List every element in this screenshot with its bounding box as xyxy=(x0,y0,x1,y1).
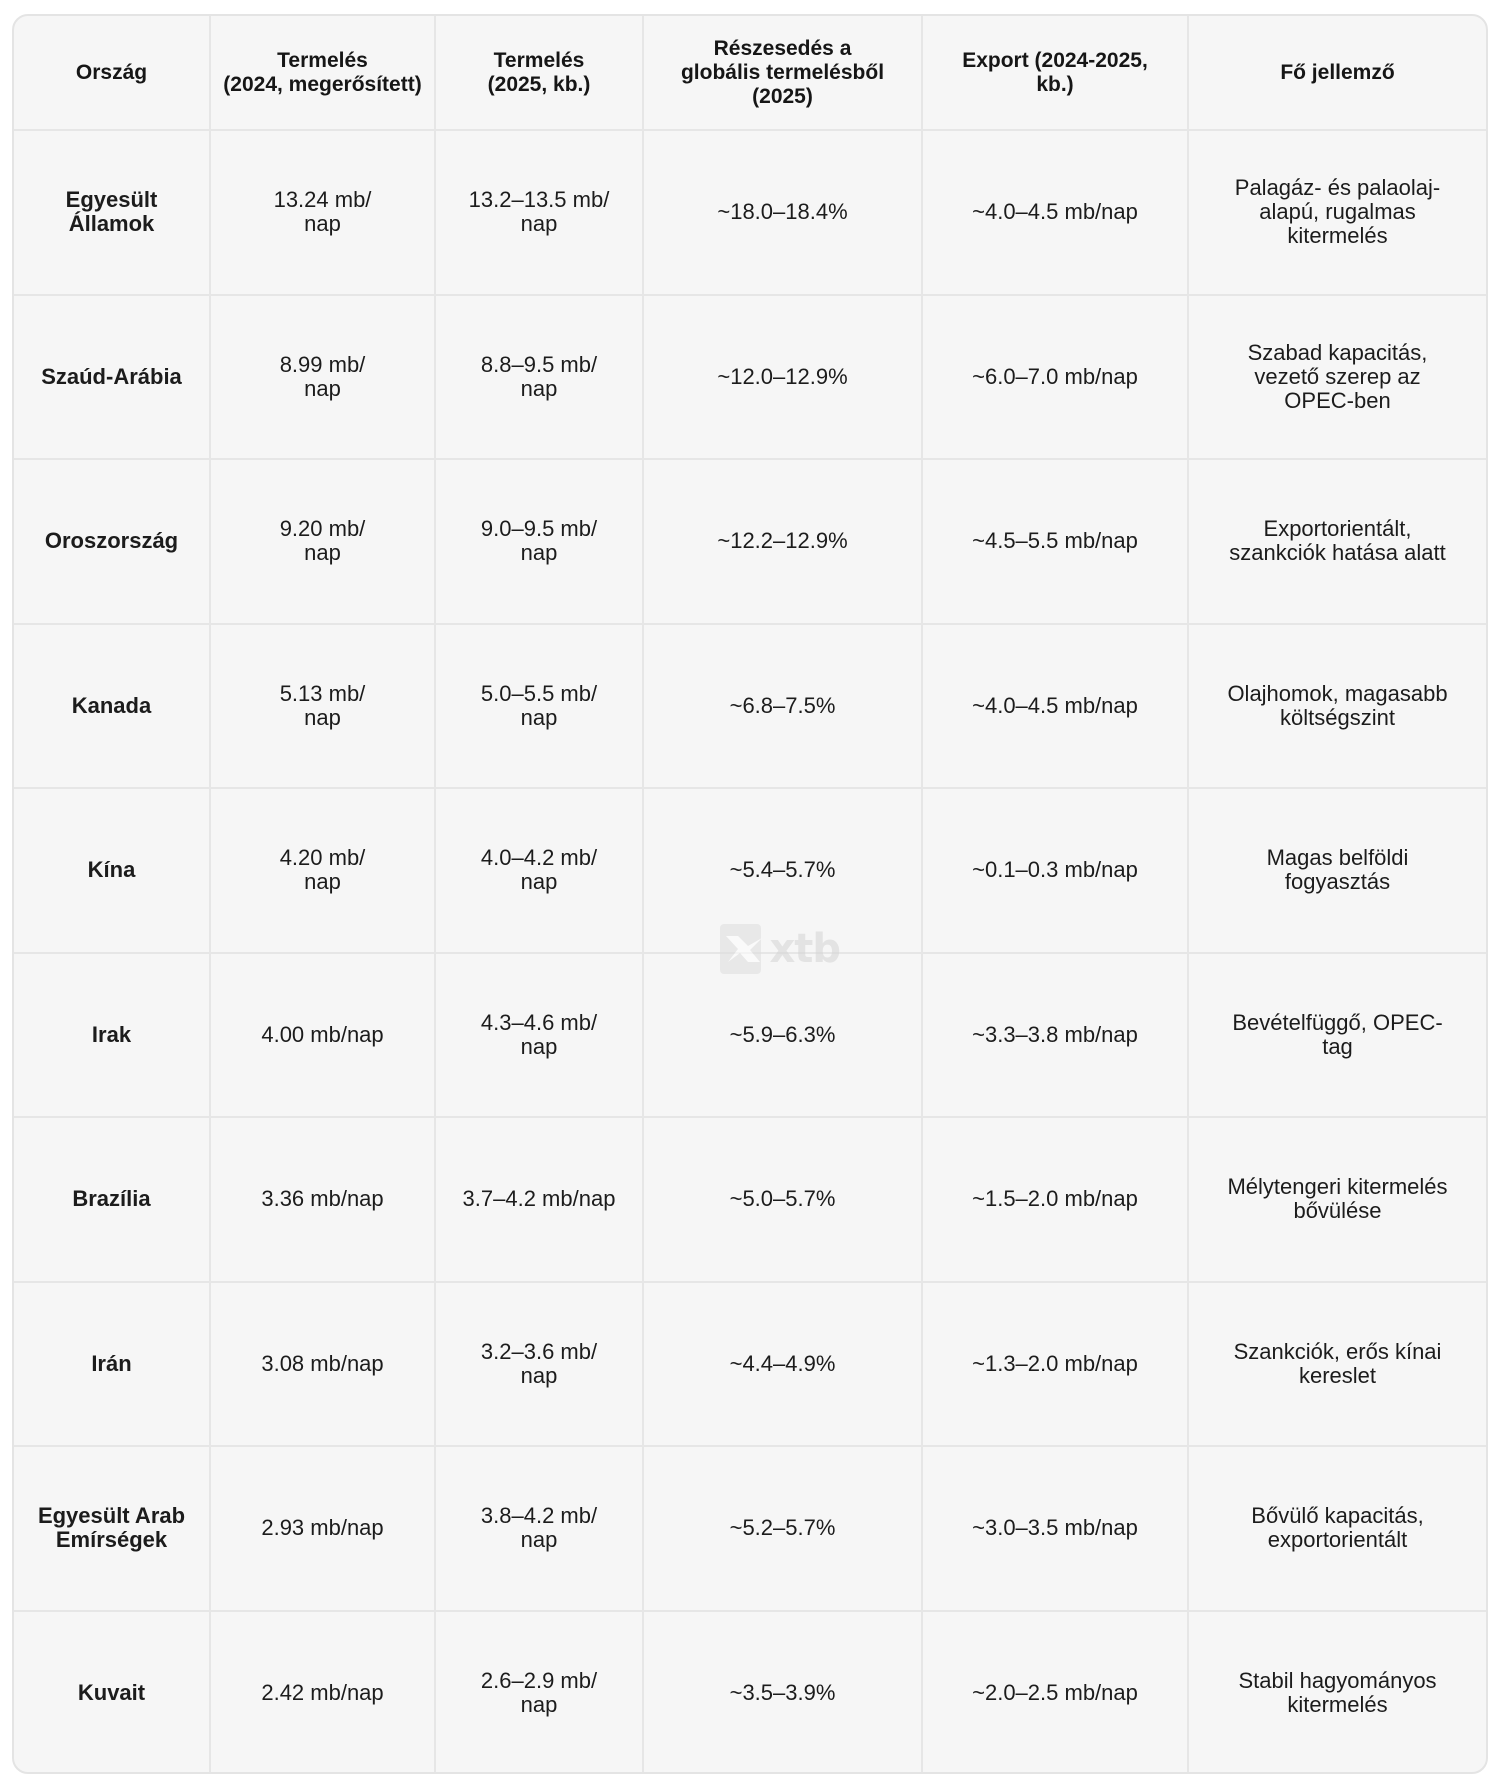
country-cell: Egyesült Arab Emírségek xyxy=(14,1446,210,1611)
table-cell: ~12.2–12.9% xyxy=(643,459,922,624)
table-cell: Magas belföldi fogyasztás xyxy=(1188,788,1486,953)
table-cell: 3.36 mb/nap xyxy=(210,1117,435,1282)
table-cell: ~5.9–6.3% xyxy=(643,953,922,1118)
table-cell: ~5.0–5.7% xyxy=(643,1117,922,1282)
header-row xyxy=(14,16,1486,130)
country-cell: Irak xyxy=(14,953,210,1118)
table-cell: 4.00 mb/nap xyxy=(210,953,435,1118)
table-cell: Stabil hagyományos kitermelés xyxy=(1238,1668,1437,1718)
table-cell: ~1.5–2.0 mb/nap xyxy=(922,1117,1188,1282)
table-cell: 3.8–4.2 mb/ nap xyxy=(435,1446,643,1611)
table-row xyxy=(14,1611,1486,1775)
table-cell: ~4.4–4.9% xyxy=(643,1282,922,1447)
table-cell: 3.7–4.2 mb/nap xyxy=(435,1117,643,1282)
table-row xyxy=(14,130,1486,295)
table-cell: 3.2–3.6 mb/ nap xyxy=(435,1282,643,1447)
table-row xyxy=(14,1117,1486,1282)
table-cell: ~6.0–7.0 mb/nap xyxy=(922,295,1188,460)
table-cell: 4.0–4.2 mb/ nap xyxy=(435,788,643,953)
column-header-5: Fő jellemző xyxy=(1188,16,1486,130)
table-frame xyxy=(12,14,1488,1774)
table-cell: ~2.0–2.5 mb/nap xyxy=(922,1611,1188,1775)
table-cell: ~6.8–7.5% xyxy=(643,624,922,789)
country-cell: Kuvait xyxy=(14,1611,210,1775)
country-cell: Oroszország xyxy=(14,459,210,624)
table-cell: Exportorientált, szankciók hatása alatt xyxy=(1188,459,1486,624)
country-cell: Szaúd-Arábia xyxy=(14,295,210,460)
table-cell: 5.13 mb/ nap xyxy=(210,624,435,789)
table-row xyxy=(14,788,1486,953)
country-cell: Irán xyxy=(14,1282,210,1447)
table-cell: 9.20 mb/ nap xyxy=(210,459,435,624)
table-cell: ~3.0–3.5 mb/nap xyxy=(922,1446,1188,1611)
table-cell: 4.20 mb/ nap xyxy=(210,788,435,953)
watermark-text: xtb xyxy=(769,926,840,972)
table-row xyxy=(14,624,1486,789)
table-cell: ~5.4–5.7% xyxy=(643,788,922,953)
table-cell: 9.0–9.5 mb/ nap xyxy=(435,459,643,624)
table-row xyxy=(14,953,1486,1118)
table-cell: 13.24 mb/ nap xyxy=(210,130,435,295)
column-header-2: Termelés (2025, kb.) xyxy=(435,16,643,130)
table-cell: Bővülő kapacitás, exportorientált xyxy=(1188,1446,1486,1611)
table-cell: 3.08 mb/nap xyxy=(210,1282,435,1447)
column-header-4: Export (2024-2025, kb.) xyxy=(922,16,1188,130)
table-cell: 4.3–4.6 mb/ nap xyxy=(435,953,643,1118)
column-header-0: Ország xyxy=(14,16,210,130)
table-body xyxy=(14,130,1486,1774)
table-row xyxy=(14,1446,1486,1611)
country-cell: Kanada xyxy=(14,624,210,789)
table-row xyxy=(14,295,1486,460)
table-cell: ~3.3–3.8 mb/nap xyxy=(922,953,1188,1118)
table-cell: ~4.0–4.5 mb/nap xyxy=(922,624,1188,789)
column-header-1: Termelés (2024, megerősített) xyxy=(210,16,435,130)
table-cell: ~18.0–18.4% xyxy=(643,130,922,295)
table-cell: Szankciók, erős kínai kereslet xyxy=(1188,1282,1486,1447)
table-cell: Palagáz- és palaolaj- alapú, rugalmas kitermelés xyxy=(1188,130,1486,295)
table-cell: 2.93 mb/nap xyxy=(210,1446,435,1611)
table-cell: Szabad kapacitás, vezető szerep az OPEC-ben xyxy=(1188,295,1486,460)
table-cell: 5.0–5.5 mb/ nap xyxy=(435,624,643,789)
oil-production-table xyxy=(14,16,1486,1774)
table-header xyxy=(14,16,1486,130)
country-cell: Kína xyxy=(14,788,210,953)
table-cell: ~4.0–4.5 mb/nap xyxy=(922,130,1188,295)
table-cell: 8.99 mb/ nap xyxy=(210,295,435,460)
table-cell: ~3.5–3.9% xyxy=(643,1611,922,1775)
table-cell: ~4.5–5.5 mb/nap xyxy=(922,459,1188,624)
table-cell: Mélytengeri kitermelés bővülése xyxy=(1188,1117,1486,1282)
table-cell: Olajhomok, magasabb költségszint xyxy=(1188,624,1486,789)
table-cell: 13.2–13.5 mb/ nap xyxy=(435,130,643,295)
table-cell: 8.8–9.5 mb/ nap xyxy=(435,295,643,460)
table-cell: ~12.0–12.9% xyxy=(643,295,922,460)
table-cell: ~1.3–2.0 mb/nap xyxy=(922,1282,1188,1447)
country-cell: Egyesült Államok xyxy=(14,130,210,295)
table-cell: 2.42 mb/nap xyxy=(210,1611,435,1775)
table-cell: 2.6–2.9 mb/ nap xyxy=(435,1611,643,1775)
country-cell: Brazília xyxy=(14,1117,210,1282)
table-row xyxy=(14,1282,1486,1447)
table-cell: ~5.2–5.7% xyxy=(643,1446,922,1611)
column-header-3: Részesedés a globális termelésből (2025) xyxy=(643,16,922,130)
table-row xyxy=(14,459,1486,624)
table-cell: Bevételfüggő, OPEC- tag xyxy=(1188,953,1486,1118)
table-cell: ~0.1–0.3 mb/nap xyxy=(922,788,1188,953)
